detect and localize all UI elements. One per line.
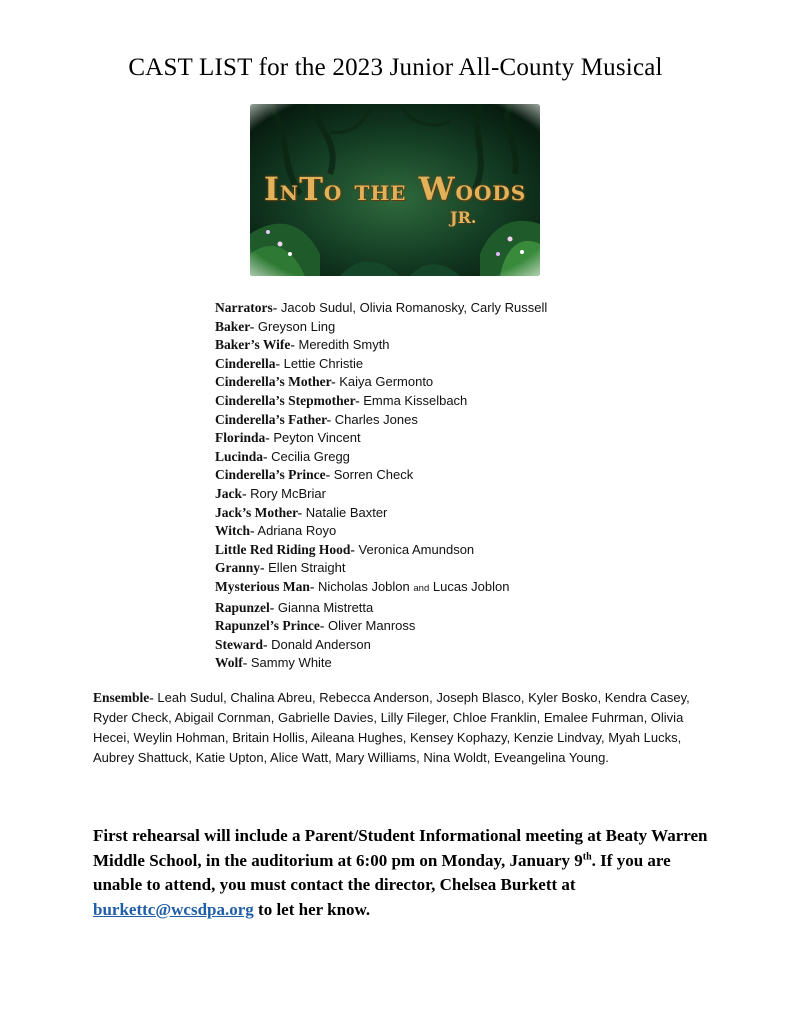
cast-role: Jack- <box>215 485 247 501</box>
cast-list <box>215 299 685 673</box>
cast-role: Florinda- <box>215 430 270 446</box>
cast-row <box>215 355 685 374</box>
notice-text-2: . If you are unable to attend, you must contact the director, Chelsea Burkett at <box>93 850 671 894</box>
cast-row <box>215 485 685 504</box>
cast-row <box>215 504 685 523</box>
cast-role: Lucinda- <box>215 448 268 464</box>
cast-role: Witch- <box>215 523 255 539</box>
cast-row <box>215 617 685 636</box>
cast-actors: Jacob Sudul, Olivia Romanosky, Carly Russell <box>280 300 548 315</box>
cast-actors: Rory McBriar <box>250 485 326 501</box>
cast-actors-second: Lucas Joblon <box>432 578 510 594</box>
cast-row <box>215 578 685 599</box>
cast-role: Little Red Riding Hood- <box>215 541 355 557</box>
cast-row <box>215 541 685 560</box>
cast-row <box>215 373 685 392</box>
cast-row <box>215 318 685 337</box>
cast-role: Cinderella’s Mother- <box>215 374 336 390</box>
cast-actors: Emma Kisselbach <box>363 392 468 408</box>
cast-row <box>215 559 685 578</box>
notice-text-1: First rehearsal will include a Parent/Student Informational meeting at Beaty Warren Middle School, in the auditorium at 6:00 pm on Monday, January 9 <box>93 826 708 870</box>
cast-actors: Donald Anderson <box>271 636 371 652</box>
show-logo: INTO THE WOODS <box>263 170 527 208</box>
cast-role: Cinderella- <box>215 355 280 371</box>
cast-row <box>215 392 685 411</box>
cast-actors: Kaiya Germonto <box>339 374 434 390</box>
cast-actors: Lettie Christie <box>283 355 364 371</box>
cast-role: Cinderella’s Father- <box>215 411 332 427</box>
cast-role: Baker- <box>215 318 255 334</box>
notice-superscript: th <box>582 850 592 862</box>
cast-row <box>215 522 685 541</box>
cast-actors: Natalie Baxter <box>305 504 388 520</box>
director-email-link[interactable]: burkettc@wcsdpa.org <box>93 899 254 919</box>
cast-connector: and <box>413 582 430 594</box>
cast-role: Narrators- <box>215 300 278 315</box>
cast-role: Cinderella’s Stepmother- <box>215 392 360 408</box>
cast-row <box>215 636 685 655</box>
cast-actors: Cecilia Gregg <box>271 448 350 464</box>
cast-role: Steward- <box>215 636 268 652</box>
show-poster-image <box>250 104 540 276</box>
cast-actors: Veronica Amundson <box>358 541 475 557</box>
cast-actors: Sammy White <box>250 655 332 671</box>
ensemble-paragraph <box>93 688 713 768</box>
cast-row <box>215 299 685 318</box>
cast-role: Granny- <box>215 560 265 576</box>
cast-row <box>215 411 685 430</box>
ensemble-members: Leah Sudul, Chalina Abreu, Rebecca Anderson, Joseph Blasco, Kyler Bosko, Kendra Casey, Ryder Check, Abigail Cornman, Gabrielle Davies, Lilly Fileger, Chloe Franklin, Emalee Fuhrman, Olivia Hecei, Weylin Hohman, Britain Hollis, Aileana Hughes, Kensey Kophazy, Kenzie Lindvay, Myah Lucks, Aubrey Shattuck, Katie Upton, Alice Watt, Mary Williams, Nina Woldt, Eveangelina Young. <box>93 690 690 765</box>
cast-actors: Peyton Vincent <box>273 430 361 446</box>
ensemble-label: Ensemble- <box>93 690 154 705</box>
cast-role: Mysterious Man- <box>215 578 315 594</box>
cast-actors: Oliver Manross <box>327 618 416 634</box>
cast-actors: Greyson Ling <box>257 318 336 334</box>
cast-actors: Nicholas Joblon <box>317 578 410 594</box>
page-title: CAST LIST for the 2023 Junior All-County Musical <box>128 54 663 81</box>
cast-row <box>215 654 685 673</box>
cast-actors: Meredith Smyth <box>298 337 390 353</box>
cast-row <box>215 466 685 485</box>
cast-actors: Adriana Royo <box>257 523 337 539</box>
cast-role: Wolf- <box>215 655 248 671</box>
cast-role: Rapunzel- <box>215 599 275 615</box>
cast-role: Baker’s Wife- <box>215 337 295 353</box>
cast-actors: Sorren Check <box>333 467 414 483</box>
cast-actors: Gianna Mistretta <box>277 599 374 615</box>
cast-actors: Ellen Straight <box>268 560 346 576</box>
cast-row <box>215 429 685 448</box>
show-logo-jr: JR. <box>450 208 477 227</box>
notice-text-3: to let her know. <box>253 899 371 919</box>
cast-actors: Charles Jones <box>334 411 418 427</box>
cast-role: Cinderella’s Prince- <box>215 467 331 483</box>
cast-row <box>215 448 685 467</box>
rehearsal-notice <box>93 824 713 922</box>
cast-role: Rapunzel’s Prince- <box>215 618 325 634</box>
cast-row <box>215 336 685 355</box>
cast-role: Jack’s Mother- <box>215 504 303 520</box>
cast-row <box>215 599 685 618</box>
